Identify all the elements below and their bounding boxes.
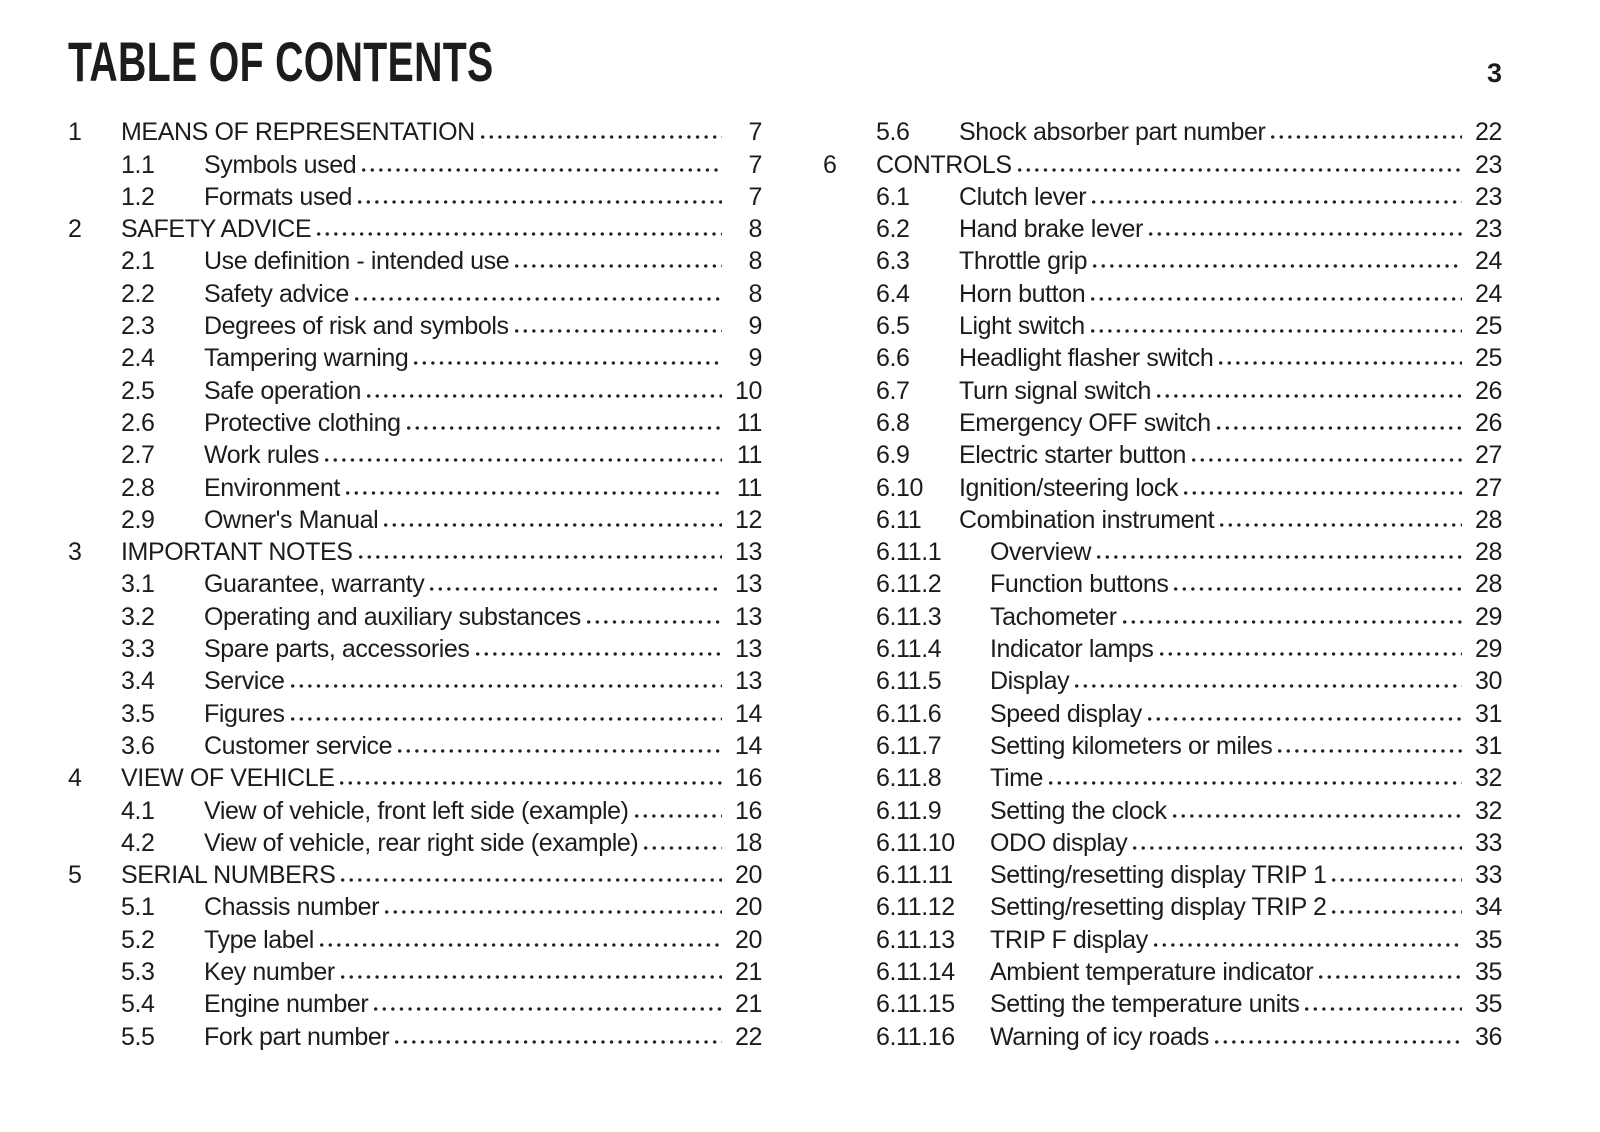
toc-entry-page: 11 <box>736 408 762 437</box>
toc-entry-page: 35 <box>1474 958 1502 987</box>
toc-entry-label: Operating and auxiliary substances <box>204 602 581 631</box>
toc-entry-label: Setting kilometers or miles <box>990 731 1273 760</box>
dot-leader <box>587 620 722 624</box>
toc-entry-page: 11 <box>736 473 762 502</box>
toc-entry <box>68 437 762 469</box>
toc-entry-number: 6.9 <box>876 441 910 470</box>
dot-leader <box>395 1040 722 1044</box>
toc-entry <box>68 372 762 404</box>
toc-entry <box>68 792 762 824</box>
toc-entry-label: Use definition - intended use <box>204 247 510 276</box>
toc-entry-label: Tampering warning <box>204 344 409 373</box>
toc-entry-number: 4.1 <box>121 796 155 825</box>
toc-entry-label: Protective clothing <box>204 408 401 437</box>
toc-entry-number: 5.1 <box>121 893 155 922</box>
toc-entry-page: 13 <box>734 538 762 567</box>
toc-entry <box>68 954 762 986</box>
toc-entry-page: 29 <box>1474 602 1502 631</box>
toc-entry-number: 6.10 <box>876 473 924 502</box>
toc-entry-number: 4.2 <box>121 828 155 857</box>
toc-entry-number: 6.11.4 <box>876 635 942 664</box>
toc-entry-label: MEANS OF REPRESENTATION <box>121 118 475 147</box>
toc-entry-page: 11 <box>736 441 762 470</box>
toc-entry <box>823 340 1502 372</box>
toc-entry-number: 2.6 <box>121 408 155 437</box>
toc-entry-label: Function buttons <box>990 570 1169 599</box>
toc-entry-number: 3.3 <box>121 635 155 664</box>
dot-leader <box>341 878 722 882</box>
page-title: TABLE OF CONTENTS <box>68 30 494 93</box>
toc-entry-number: 5.2 <box>121 925 155 954</box>
toc-entry-page: 14 <box>734 699 762 728</box>
toc-entry-number: 6.11.2 <box>876 570 942 599</box>
toc-entry-number: 1.1 <box>121 150 155 179</box>
dot-leader <box>1133 846 1462 850</box>
toc-entry-number: 5.5 <box>121 1022 155 1051</box>
toc-entry <box>68 1018 762 1050</box>
dot-leader <box>515 264 722 268</box>
toc-entry-page: 30 <box>1474 667 1502 696</box>
toc-entry-page: 18 <box>734 828 762 857</box>
toc-entry-label: Horn button <box>959 279 1086 308</box>
dot-leader <box>341 975 722 979</box>
dot-leader <box>1184 491 1462 495</box>
toc-entry-label: TRIP F display <box>990 925 1148 954</box>
toc-entry-page: 27 <box>1474 441 1502 470</box>
toc-entry <box>823 792 1502 824</box>
toc-entry-number: 5 <box>68 861 82 890</box>
dot-leader <box>1271 135 1462 139</box>
toc-entry-page: 22 <box>1474 118 1502 147</box>
toc-entry <box>823 437 1502 469</box>
toc-entry-number: 5.3 <box>121 958 155 987</box>
dot-leader <box>291 684 722 688</box>
toc-entry-page: 28 <box>1474 570 1502 599</box>
toc-entry-page: 26 <box>1474 376 1502 405</box>
toc-entry-label: Electric starter button <box>959 441 1187 470</box>
toc-entry-number: 5.4 <box>121 990 155 1019</box>
toc-entry-number: 1 <box>68 118 82 147</box>
dot-leader <box>430 587 722 591</box>
toc-entry <box>68 566 762 598</box>
toc-entry <box>68 663 762 695</box>
dot-leader <box>340 781 722 785</box>
toc-entry-label: View of vehicle, rear right side (example) <box>204 828 639 857</box>
toc-entry <box>823 695 1502 727</box>
toc-entry <box>823 921 1502 953</box>
toc-entry <box>68 534 762 566</box>
toc-entry-label: Tachometer <box>990 602 1117 631</box>
dot-leader <box>374 1007 722 1011</box>
toc-entry-label: Degrees of risk and symbols <box>204 312 509 341</box>
toc-entry-number: 3.2 <box>121 602 155 631</box>
toc-entry <box>823 663 1502 695</box>
toc-entry-number: 3.1 <box>121 570 155 599</box>
toc-entry-number: 2.9 <box>121 505 155 534</box>
toc-entry-label: Environment <box>204 473 340 502</box>
dot-leader <box>355 297 722 301</box>
toc-entry-page: 26 <box>1474 408 1502 437</box>
toc-entry-page: 8 <box>748 279 762 308</box>
dot-leader <box>481 135 722 139</box>
dot-leader <box>1319 975 1462 979</box>
toc-entry <box>68 760 762 792</box>
toc-entry-page: 33 <box>1474 861 1502 890</box>
toc-entry-number: 6.11.6 <box>876 699 942 728</box>
dot-leader <box>1091 297 1462 301</box>
dot-leader <box>317 232 722 236</box>
dot-leader <box>358 200 722 204</box>
toc-entry-number: 2.1 <box>121 247 155 276</box>
toc-entry-label: VIEW OF VEHICLE <box>121 764 335 793</box>
toc-entry-number: 2.3 <box>121 312 155 341</box>
toc-entry-number: 6.1 <box>876 182 910 211</box>
toc-entry-number: 1.2 <box>121 182 155 211</box>
dot-leader <box>291 717 722 721</box>
toc-entry-page: 13 <box>734 635 762 664</box>
toc-entry-label: Spare parts, accessories <box>204 635 470 664</box>
toc-entry-number: 6.8 <box>876 408 910 437</box>
dot-leader <box>476 652 722 656</box>
toc-entry <box>68 857 762 889</box>
toc-entry-page: 33 <box>1474 828 1502 857</box>
toc-entry-number: 2.8 <box>121 473 155 502</box>
toc-entry-page: 13 <box>734 570 762 599</box>
toc-entry <box>68 340 762 372</box>
toc-entry-label: Customer service <box>204 731 393 760</box>
toc-entry-label: Key number <box>204 958 335 987</box>
toc-entry-page: 32 <box>1474 796 1502 825</box>
dot-leader <box>407 426 722 430</box>
toc-entry-page: 23 <box>1474 150 1502 179</box>
toc-entry-label: Safety advice <box>204 279 349 308</box>
toc-entry <box>823 146 1502 178</box>
toc-entry-page: 8 <box>748 247 762 276</box>
dot-leader <box>346 491 722 495</box>
toc-entry-page: 29 <box>1474 635 1502 664</box>
toc-entry-number: 6.4 <box>876 279 910 308</box>
toc-entry-label: Combination instrument <box>959 505 1215 534</box>
toc-entry-page: 13 <box>734 667 762 696</box>
toc-entry <box>68 275 762 307</box>
toc-entry-label: SAFETY ADVICE <box>121 215 312 244</box>
toc-entry-page: 16 <box>734 764 762 793</box>
toc-entry-label: View of vehicle, front left side (example) <box>204 796 629 825</box>
toc-entry <box>68 405 762 437</box>
toc-entry <box>68 986 762 1018</box>
toc-entry <box>68 243 762 275</box>
toc-entry <box>823 728 1502 760</box>
toc-entry-page: 21 <box>734 990 762 1019</box>
toc-entry-number: 3.4 <box>121 667 155 696</box>
dot-leader <box>1192 458 1462 462</box>
toc-entry <box>823 275 1502 307</box>
toc-entry-page: 27 <box>1474 473 1502 502</box>
toc-entry <box>823 889 1502 921</box>
toc-entry-page: 23 <box>1474 182 1502 211</box>
toc-entry <box>823 986 1502 1018</box>
toc-entry-page: 35 <box>1474 925 1502 954</box>
toc-entry <box>68 889 762 921</box>
toc-entry-label: Engine number <box>204 990 369 1019</box>
toc-entry-number: 6.11.5 <box>876 667 942 696</box>
table-of-contents <box>68 114 1502 1051</box>
toc-entry-label: Safe operation <box>204 376 362 405</box>
toc-entry-label: Ambient temperature indicator <box>990 958 1314 987</box>
dot-leader <box>325 458 722 462</box>
toc-entry <box>68 921 762 953</box>
toc-entry-number: 6.3 <box>876 247 910 276</box>
toc-entry-label: SERIAL NUMBERS <box>121 861 336 890</box>
dot-leader <box>1215 1040 1462 1044</box>
toc-entry-label: Setting the temperature units <box>990 990 1300 1019</box>
toc-entry-page: 24 <box>1474 279 1502 308</box>
toc-entry-page: 34 <box>1474 893 1502 922</box>
toc-entry-label: Overview <box>990 538 1091 567</box>
toc-entry-page: 20 <box>734 925 762 954</box>
toc-entry-page: 10 <box>734 376 762 405</box>
toc-entry-label: Setting/resetting display TRIP 2 <box>990 893 1327 922</box>
toc-entry-label: Setting the clock <box>990 796 1167 825</box>
dot-leader <box>1092 200 1462 204</box>
toc-entry-page: 9 <box>748 344 762 373</box>
toc-entry-number: 6.11.9 <box>876 796 942 825</box>
toc-entry <box>823 502 1502 534</box>
toc-entry <box>68 728 762 760</box>
toc-entry-page: 31 <box>1474 731 1502 760</box>
toc-entry <box>823 308 1502 340</box>
toc-entry <box>68 469 762 501</box>
toc-entry <box>68 114 762 146</box>
toc-entry-number: 6.11.7 <box>876 731 942 760</box>
toc-entry-page: 16 <box>734 796 762 825</box>
dot-leader <box>1097 555 1462 559</box>
toc-entry-number: 6.11.3 <box>876 602 942 631</box>
dot-leader <box>362 168 722 172</box>
toc-entry-number: 6.11.13 <box>876 925 955 954</box>
toc-entry-label: Time <box>990 764 1044 793</box>
toc-entry-label: ODO display <box>990 828 1128 857</box>
toc-entry-number: 6.2 <box>876 215 910 244</box>
toc-entry-page: 32 <box>1474 764 1502 793</box>
toc-entry-label: Light switch <box>959 312 1085 341</box>
dot-leader <box>1154 943 1462 947</box>
dot-leader <box>398 749 722 753</box>
toc-entry-label: Setting/resetting display TRIP 1 <box>990 861 1327 890</box>
dot-leader <box>1160 652 1462 656</box>
dot-leader <box>1332 878 1462 882</box>
toc-entry-label: Chassis number <box>204 893 380 922</box>
toc-column-left <box>68 114 762 1051</box>
toc-entry <box>823 114 1502 146</box>
toc-entry-page: 9 <box>748 312 762 341</box>
dot-leader <box>515 329 722 333</box>
toc-entry <box>68 179 762 211</box>
toc-entry-label: Shock absorber part number <box>959 118 1266 147</box>
toc-entry-label: Service <box>204 667 285 696</box>
toc-entry <box>68 631 762 663</box>
toc-entry <box>823 372 1502 404</box>
toc-entry-label: Work rules <box>204 441 320 470</box>
toc-entry <box>68 308 762 340</box>
toc-entry-number: 6.11.8 <box>876 764 942 793</box>
dot-leader <box>1049 781 1462 785</box>
page-number: 3 <box>1486 58 1502 88</box>
dot-leader <box>367 394 722 398</box>
toc-entry-page: 24 <box>1474 247 1502 276</box>
toc-entry-label: Symbols used <box>204 150 357 179</box>
toc-entry <box>68 146 762 178</box>
toc-entry-number: 6.11.12 <box>876 893 955 922</box>
toc-entry <box>823 211 1502 243</box>
toc-entry <box>823 179 1502 211</box>
toc-entry-page: 7 <box>748 182 762 211</box>
toc-entry <box>68 502 762 534</box>
toc-entry-number: 6.6 <box>876 344 910 373</box>
toc-entry-label: Emergency OFF switch <box>959 408 1211 437</box>
dot-leader <box>1093 264 1462 268</box>
dot-leader <box>384 523 722 527</box>
toc-entry-number: 2.7 <box>121 441 155 470</box>
toc-entry-page: 22 <box>734 1022 762 1051</box>
dot-leader <box>644 846 722 850</box>
page-header <box>68 30 1502 93</box>
dot-leader <box>1157 394 1462 398</box>
dot-leader <box>385 910 722 914</box>
toc-entry-label: Display <box>990 667 1070 696</box>
toc-entry <box>68 211 762 243</box>
toc-entry-label: Owner's Manual <box>204 505 379 534</box>
dot-leader <box>1220 523 1462 527</box>
toc-entry <box>823 825 1502 857</box>
toc-entry-number: 6.11.16 <box>876 1022 955 1051</box>
dot-leader <box>635 814 722 818</box>
toc-entry <box>823 954 1502 986</box>
dot-leader <box>1219 361 1462 365</box>
toc-entry-number: 6.11.11 <box>876 861 953 890</box>
toc-entry-number: 2.5 <box>121 376 155 405</box>
toc-entry <box>68 825 762 857</box>
toc-entry-number: 3 <box>68 538 82 567</box>
toc-entry-label: CONTROLS <box>876 150 1012 179</box>
toc-entry-number: 6.11.10 <box>876 828 955 857</box>
toc-entry-label: Speed display <box>990 699 1142 728</box>
toc-entry-page: 21 <box>734 958 762 987</box>
toc-entry-page: 25 <box>1474 344 1502 373</box>
dot-leader <box>359 555 722 559</box>
toc-entry-page: 14 <box>734 731 762 760</box>
toc-entry-page: 13 <box>734 602 762 631</box>
dot-leader <box>1278 749 1462 753</box>
toc-entry-page: 20 <box>734 893 762 922</box>
dot-leader <box>1305 1007 1462 1011</box>
toc-entry-label: Indicator lamps <box>990 635 1154 664</box>
toc-entry-label: Fork part number <box>204 1022 390 1051</box>
toc-entry <box>823 469 1502 501</box>
toc-entry-label: Turn signal switch <box>959 376 1151 405</box>
dot-leader <box>1217 426 1462 430</box>
toc-entry-label: Throttle grip <box>959 247 1088 276</box>
dot-leader <box>1173 814 1462 818</box>
dot-leader <box>414 361 722 365</box>
dot-leader <box>1123 620 1462 624</box>
toc-entry-number: 6.11.15 <box>876 990 955 1019</box>
toc-entry-page: 20 <box>734 861 762 890</box>
toc-entry-page: 28 <box>1474 538 1502 567</box>
dot-leader <box>1149 232 1462 236</box>
dot-leader <box>1018 168 1462 172</box>
toc-entry-label: IMPORTANT NOTES <box>121 538 353 567</box>
toc-entry <box>823 243 1502 275</box>
toc-entry <box>823 760 1502 792</box>
toc-entry-number: 4 <box>68 764 82 793</box>
toc-entry <box>823 566 1502 598</box>
toc-entry-number: 6.11.1 <box>876 538 942 567</box>
toc-entry-number: 6.11 <box>876 505 922 534</box>
dot-leader <box>1091 329 1462 333</box>
toc-entry <box>823 631 1502 663</box>
toc-entry <box>823 857 1502 889</box>
toc-column-right <box>823 114 1502 1051</box>
toc-entry-page: 31 <box>1474 699 1502 728</box>
toc-entry <box>823 405 1502 437</box>
toc-entry-number: 2 <box>68 215 82 244</box>
toc-entry <box>68 695 762 727</box>
toc-entry-number: 6.7 <box>876 376 910 405</box>
toc-entry-label: Clutch lever <box>959 182 1087 211</box>
toc-entry-number: 2.2 <box>121 279 155 308</box>
dot-leader <box>1174 587 1462 591</box>
toc-entry-page: 8 <box>748 215 762 244</box>
dot-leader <box>1148 717 1462 721</box>
toc-entry-number: 3.5 <box>121 699 155 728</box>
toc-entry-number: 5.6 <box>876 118 910 147</box>
toc-entry-page: 35 <box>1474 990 1502 1019</box>
toc-entry-label: Type label <box>204 925 314 954</box>
dot-leader <box>1332 910 1462 914</box>
toc-entry-page: 12 <box>734 505 762 534</box>
toc-entry-label: Formats used <box>204 182 353 211</box>
toc-entry-page: 23 <box>1474 215 1502 244</box>
toc-entry-number: 6 <box>823 150 837 179</box>
toc-entry-page: 36 <box>1474 1022 1502 1051</box>
toc-entry <box>823 534 1502 566</box>
toc-entry-number: 2.4 <box>121 344 155 373</box>
toc-entry-number: 6.11.14 <box>876 958 955 987</box>
dot-leader <box>320 943 722 947</box>
toc-entry-page: 25 <box>1474 312 1502 341</box>
toc-entry-page: 28 <box>1474 505 1502 534</box>
toc-entry-number: 3.6 <box>121 731 155 760</box>
toc-entry <box>68 598 762 630</box>
toc-entry-label: Guarantee, warranty <box>204 570 425 599</box>
toc-entry-number: 6.5 <box>876 312 910 341</box>
dot-leader <box>1075 684 1462 688</box>
toc-entry-label: Hand brake lever <box>959 215 1143 244</box>
toc-entry-page: 7 <box>748 150 762 179</box>
toc-entry-label: Warning of icy roads <box>990 1022 1209 1051</box>
toc-entry-label: Ignition/steering lock <box>959 473 1179 502</box>
toc-entry-page: 7 <box>748 118 762 147</box>
toc-entry <box>823 598 1502 630</box>
toc-entry-label: Headlight flasher switch <box>959 344 1214 373</box>
toc-entry <box>823 1018 1502 1050</box>
toc-entry-label: Figures <box>204 699 285 728</box>
